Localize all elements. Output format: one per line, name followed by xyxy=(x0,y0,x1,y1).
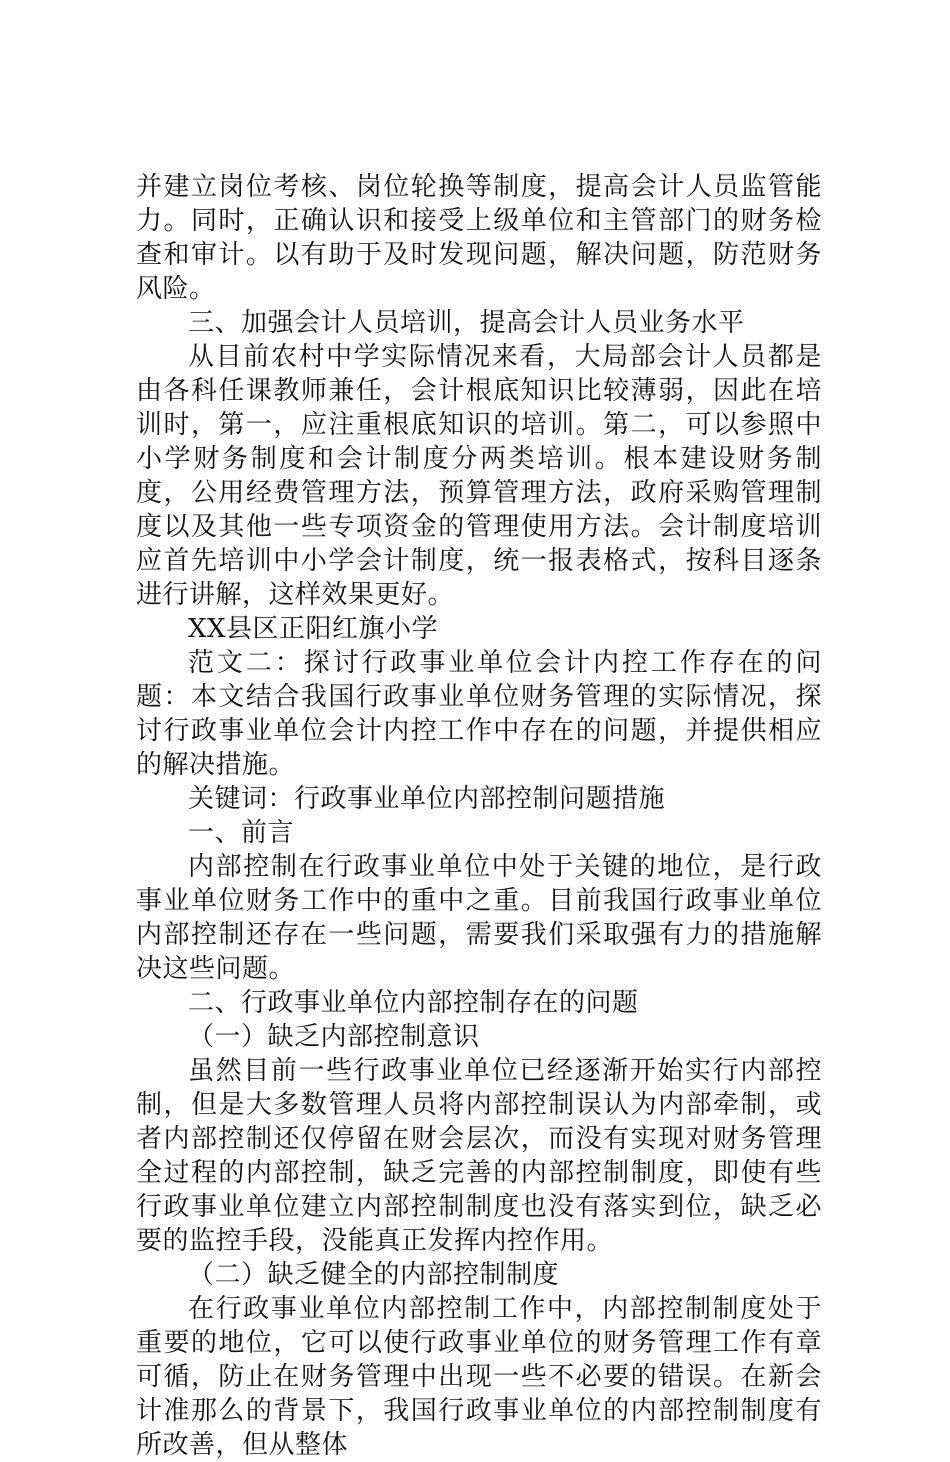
paragraph-training: 从目前农村中学实际情况来看，大局部会计人员都是由各科任课教师兼任，会计根底知识比较薄弱，因此在培训时，第一，应注重根底知识的培训。第二，可以参照中小学财务制度和会计制度分两类培训。根本建设财务制度，公用经费管理方法，预算管理方法，政府采购管理制度以及其他一些专项资金的管理使用方法。会计制度培训应首先培训中小学会计制度，统一报表格式，按科目逐条进行讲解，这样效果更好。 xyxy=(136,342,822,610)
subheading-awareness: （一）缺乏内部控制意识 xyxy=(188,1022,480,1052)
subheading-system: （二）缺乏健全的内部控制制度 xyxy=(188,1260,560,1290)
section-heading-problems: 二、行政事业单位内部控制存在的问题 xyxy=(188,988,639,1018)
paragraph-sample-two: 范文二：探讨行政事业单位会计内控工作存在的问题：本文结合我国行政事业单位财务管理的实际情况，探讨行政事业单位会计内控工作中存在的问题，并提供相应的解决措施。 xyxy=(136,648,822,780)
author-school: XX县区正阳红旗小学 xyxy=(188,614,439,644)
paragraph-preface: 内部控制在行政事业单位中处于关键的地位，是行政事业单位财务工作中的重中之重。目前我国行政事业单位内部控制还存在一些问题，需要我们采取强有力的措施解决这些问题。 xyxy=(136,852,822,984)
document-page xyxy=(136,170,822,1462)
paragraph-awareness: 虽然目前一些行政事业单位已经逐渐开始实行内部控制，但是大多数管理人员将内部控制误认为内部牵制，或者内部控制还仅停留在财会层次，而没有实现对财务管理全过程的内部控制，缺乏完善的内部控制制度，即使有些行政事业单位建立内部控制制度也没有落实到位，缺乏必要的监控手段，没能真正发挥内控作用。 xyxy=(136,1056,822,1256)
section-heading-3: 三、加强会计人员培训，提高会计人员业务水平 xyxy=(188,308,745,338)
paragraph-continuation: 并建立岗位考核、岗位轮换等制度，提高会计人员监管能力。同时，正确认识和接受上级单位和主管部门的财务检查和审计。以有助于及时发现问题，解决问题，防范财务风险。 xyxy=(136,172,822,304)
paragraph-system: 在行政事业单位内部控制工作中，内部控制制度处于重要的地位，它可以使行政事业单位的财务管理工作有章可循，防止在财务管理中出现一些不必要的错误。在新会计准那么的背景下，我国行政事业单位的内部控制制度有所改善，但从整体 xyxy=(136,1294,822,1460)
section-heading-preface: 一、前言 xyxy=(188,818,295,848)
keywords-line: 关键词：行政事业单位内部控制问题措施 xyxy=(188,784,666,814)
